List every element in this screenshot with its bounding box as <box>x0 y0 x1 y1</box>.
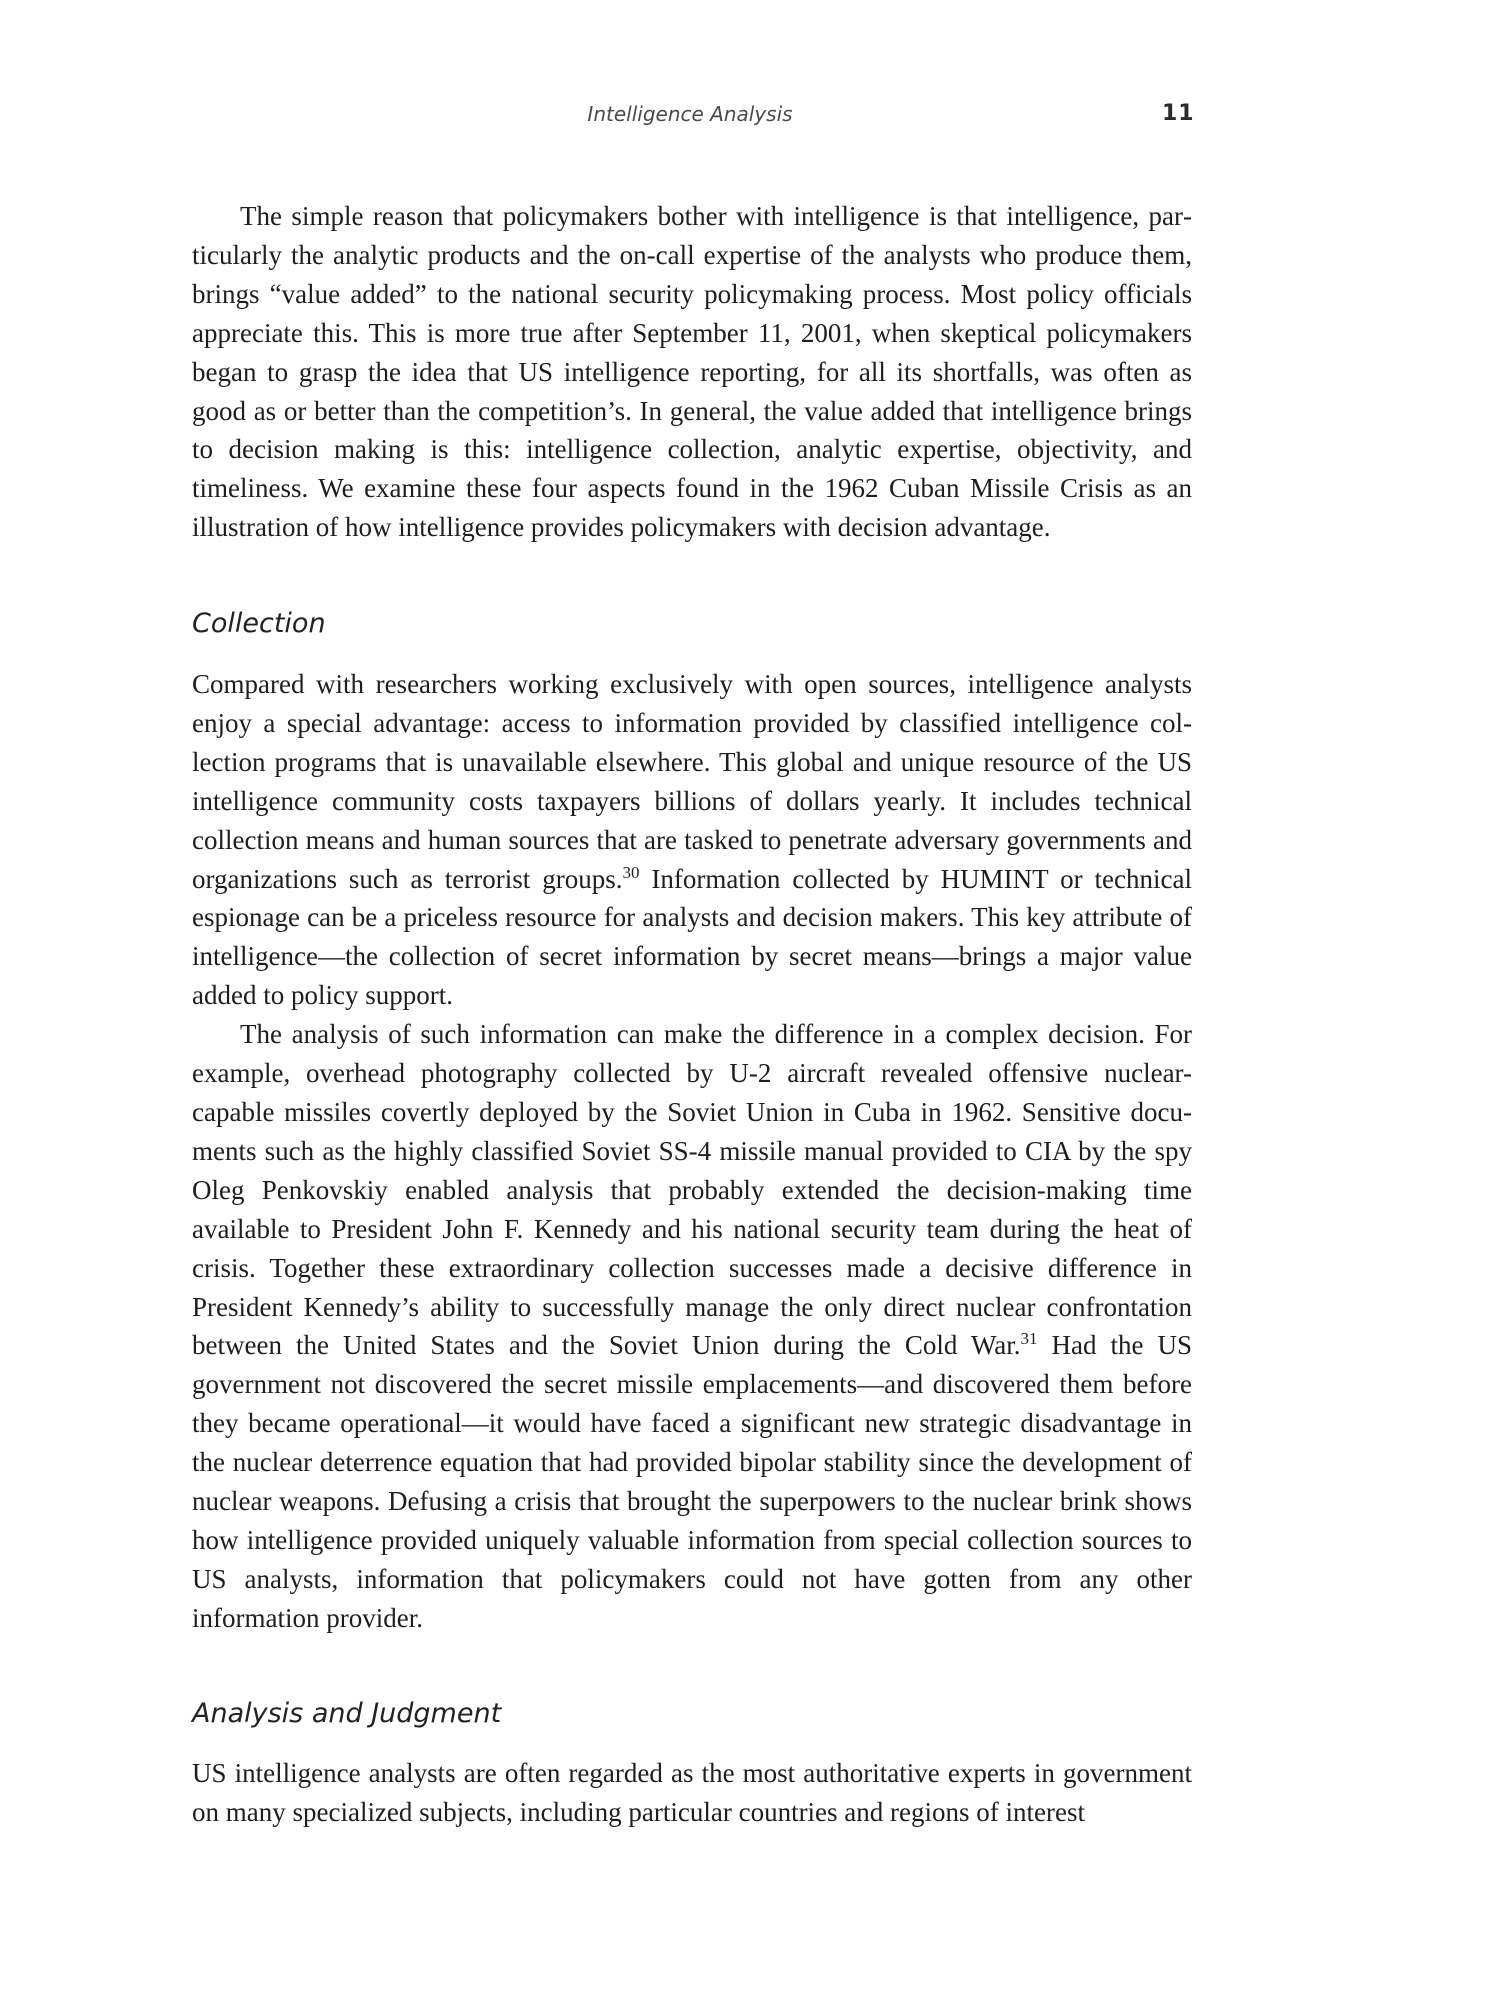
analysis-section <box>192 1754 1192 1832</box>
intro-section <box>192 197 1192 547</box>
collection-section <box>192 665 1192 1638</box>
footnote-ref-31: 31 <box>1020 1329 1038 1349</box>
collection-paragraph-1-text-a: Compared with researchers working exclusively with open sources, intelligence analysts enjoy a special advantage: access to information provided by classified intelligence collection programs that is unavailable elsewhere. This global and unique resource of the US intelligence community costs taxpayers billions of dollars yearly. It includes technical collection means and human sources that are tasked to penetrate adversary governments and organizations such as terrorist groups. <box>192 669 1192 894</box>
running-header <box>0 96 1506 132</box>
collection-heading: Collection <box>192 608 326 639</box>
analysis-heading: Analysis and Judgment <box>192 1698 502 1729</box>
footnote-ref-30: 30 <box>622 862 640 882</box>
collection-paragraph-2-text-b: Had the US government not discovered the secret missile emplacements—and discovered them before they became operational—it would have faced a significant new strategic disadvantage in the nuclear deterrence equation that had provided bipolar stability since the development of nuclear weapons. Defusing a crisis that brought the superpowers to the nuclear brink shows how intelligence provided uniquely valuable information from special collection sources to US analysts, information that policymakers could not have gotten from any other information provider. <box>192 1330 1192 1633</box>
collection-paragraph-1-text-b: Information collected by HUMINT or technical espionage can be a priceless resource for analysts and decision makers. This key attribute of intelligence—the collection of secret information by secret means—brings a major value added to policy support. <box>192 863 1192 1011</box>
running-title: Intelligence Analysis <box>587 102 793 126</box>
analysis-paragraph: US intelligence analysts are often regarded as the most authoritative experts in government on many specialized subjects, including particular countries and regions of interest <box>192 1758 1192 1827</box>
intro-paragraph: The simple reason that policymakers bother with intelligence is that intelligence, particularly the analytic products and the on-call expertise of the analysts who produce them, brings “value added” to the national security policymaking process. Most policy officials appreciate this. This is more true after September 11, 2001, when skeptical policymakers began to grasp the idea that US intelligence reporting, for all its shortfalls, was often as good as or better than the competition’s. In general, the value added that intelligence brings to decision making is this: intelligence collection, analytic expertise, objectivity, and timeliness. We examine these four aspects found in the 1962 Cuban Missile Crisis as an illustration of how intelligence provides policymakers with decision advantage. <box>192 201 1192 543</box>
collection-paragraph-2-text-a: The analysis of such information can make the difference in a complex decision. For example, overhead photography collected by U-2 aircraft revealed offensive nuclear-capable missiles covertly deployed by the Soviet Union in Cuba in 1962. Sensitive documents such as the highly classified Soviet SS-4 missile manual provided to CIA by the spy Oleg Penkovskiy enabled analysis that probably extended the decision-making time available to President John F. Kennedy and his national security team during the heat of crisis. Together these extraordinary collection successes made a decisive difference in President Kennedy’s ability to successfully manage the only direct nuclear confrontation between the United States and the Soviet Union during the Cold War. <box>192 1019 1192 1361</box>
collection-paragraph-1 <box>192 665 1192 1015</box>
page-number: 11 <box>1162 101 1195 126</box>
collection-paragraph-2 <box>192 1015 1192 1638</box>
